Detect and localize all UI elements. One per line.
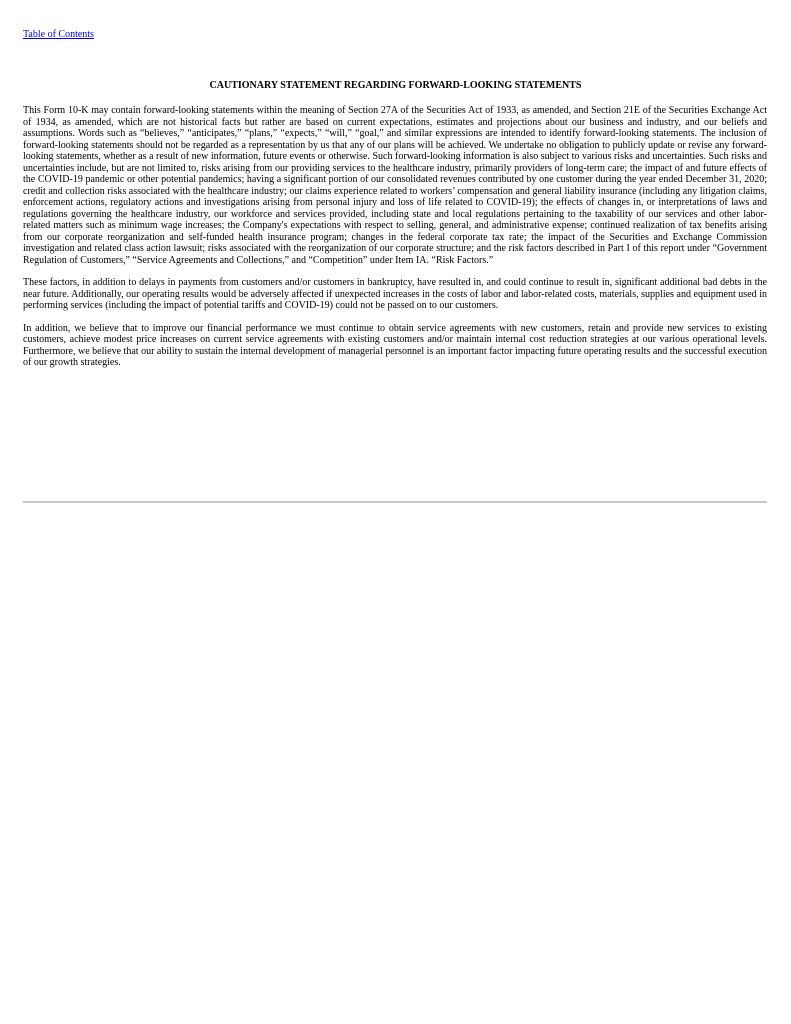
page-divider	[23, 501, 767, 503]
paragraph-performance: In addition, we believe that to improve our financial performance we must continue to obtain service agreements with new customers, retain and provide new services to existing customers, achieve modest price increases on current service agreements with existing customers and/or maintain internal cost reduction strategies at our various operational levels. Furthermore, we believe that our ability to sustain the internal development of managerial personnel is an important factor impacting future operating results and the successful execution of our growth strategies.	[23, 322, 767, 368]
section-title: CAUTIONARY STATEMENT REGARDING FORWARD-LOOKING STATEMENTS	[209, 80, 582, 91]
section-body	[23, 105, 767, 380]
table-of-contents-link[interactable]: Table of Contents	[23, 29, 94, 40]
paragraph-risk-factors: These factors, in addition to delays in payments from customers and/or customers in bankruptcy, have resulted in, and could continue to result in, significant additional bad debts in the near future. Additionally, our operating results would be adversely affected if unexpected increases in the costs of labor and labor-related costs, materials, supplies and equipment used in performing services (including the impact of potential tariffs and COVID-19) could not be passed on to our customers.	[23, 277, 767, 311]
paragraph-forward-looking: This Form 10-K may contain forward-looking statements within the meaning of Section 27A of the Securities Act of 1933, as amended, and Section 21E of the Securities Exchange Act of 1934, as amended, which are not historical facts but rather are based on current expectations, estimates and projections about our business and industry, and our beliefs and assumptions. Words such as “believes,” “anticipates,” “plans,” “expects,” “will,” “goal,” and similar expressions are intended to identify forward-looking statements. The inclusion of forward-looking statements should not be regarded as a representation by us that any of our plans will be achieved. We undertake no obligation to publicly update or revise any forward-looking statements, whether as a result of new information, future events or otherwise. Such forward-looking information is also subject to various risks and uncertainties. Such risks and uncertainties include, but are not limited to, risks arising from our providing services to the healthcare industry, primarily providers of long-term care; the impact of and future effects of the COVID-19 pandemic or other potential pandemics; having a significant portion of our consolidated revenues contributed by one customer during the year ended December 31, 2020; credit and collection risks associated with the healthcare industry; our claims experience related to workers’ compensation and general liability insurance (including any litigation claims, enforcement actions, regulatory actions and investigations arising from personal injury and loss of life related to COVID-19); the effects of changes in, or interpretations of laws and regulations governing the healthcare industry, our workforce and services provided, including state and local regulations pertaining to the taxability of our services and other labor-related matters such as minimum wage increases; the Company's expectations with respect to selling, general, and administrative expense; continued realization of tax benefits arising from our corporate reorganization and self-funded health insurance program; changes in the federal corporate tax rate; the impact of the Securities and Exchange Commission investigation and related class action lawsuit; risks associated with the reorganization of our corporate structure; and the risk factors described in Part I of this report under “Government Regulation of Customers,” “Service Agreements and Collections,” and “Competition” under Item IA. “Risk Factors.”	[23, 105, 767, 266]
